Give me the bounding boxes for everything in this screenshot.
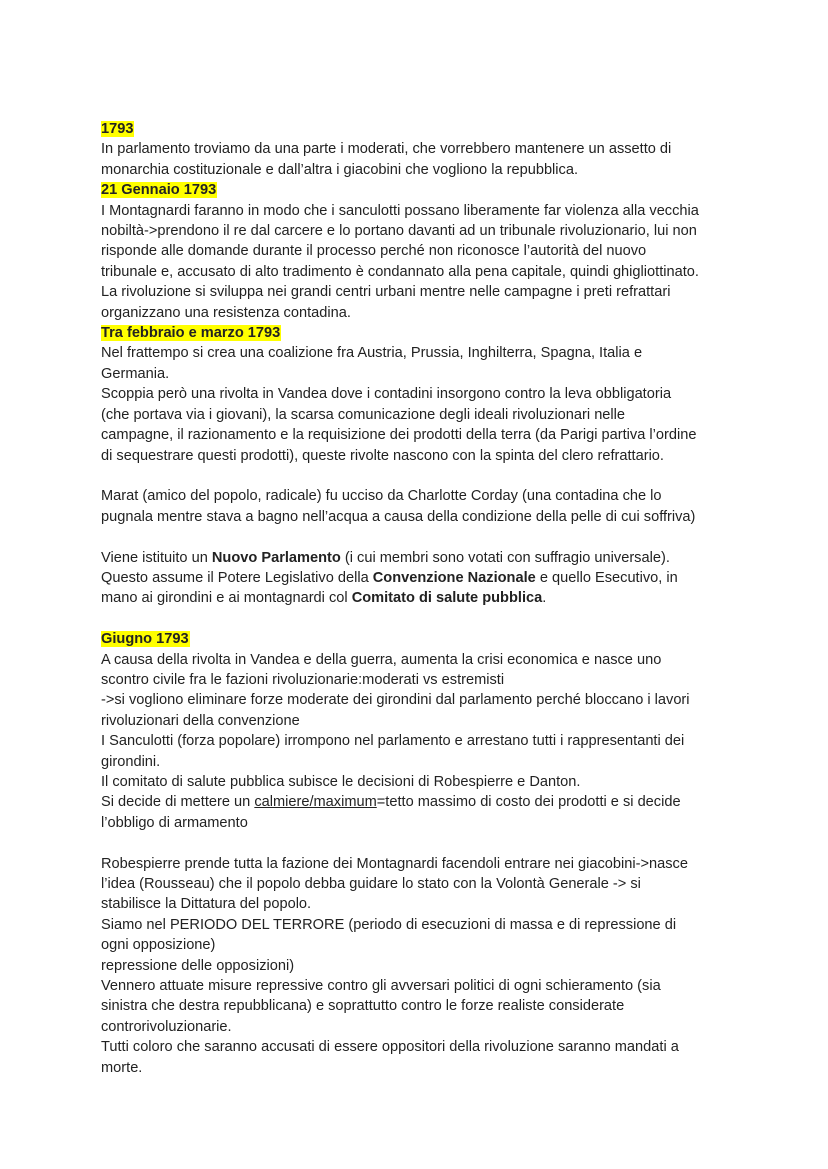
bold-term: Comitato di salute pubblica xyxy=(351,590,543,607)
paragraph-line: Marat (amico del popolo, radicale) fu ucciso da Charlotte Corday (una contadina che lo xyxy=(101,488,662,505)
paragraph-line: Siamo nel PERIODO DEL TERRORE (periodo di esecuzioni di massa e di repressione di xyxy=(101,916,677,933)
text-run: (i cui membri sono votati con suffragio universale). xyxy=(340,549,670,566)
paragraph-line xyxy=(101,588,748,608)
paragraph-line: l’idea (Rousseau) che il popolo debba guidare lo stato con la Volontà Generale -> si xyxy=(101,875,641,892)
paragraph-line: ogni opposizione) xyxy=(101,937,216,954)
paragraph-line: ->si vogliono eliminare forze moderate dei girondini dal parlamento perché bloccano i lavori xyxy=(101,692,690,709)
paragraph-line: Germania. xyxy=(101,365,170,382)
paragraph-line: Robespierre prende tutta la fazione dei Montagnardi facendoli entrare nei giacobini->nasce xyxy=(101,855,688,872)
paragraph-line: Scoppia però una rivolta in Vandea dove i contadini insorgono contro la leva obbligatoria xyxy=(101,386,672,403)
paragraph-line xyxy=(101,548,748,568)
heading-highlight: 21 Gennaio 1793 xyxy=(101,182,217,199)
text-run: Questo assume il Potere Legislativo della xyxy=(101,569,373,586)
section-heading-febbraio-marzo xyxy=(101,323,748,343)
bold-term: Nuovo Parlamento xyxy=(211,549,341,566)
paragraph-line: rivoluzionari della convenzione xyxy=(101,712,300,729)
paragraph-line: sinistra che destra repubblicana) e soprattutto contro le forze realiste considerate xyxy=(101,998,625,1015)
paragraph-line: controrivoluzionarie. xyxy=(101,1018,232,1035)
paragraph-line: (che portava via i giovani), la scarsa comunicazione degli ideali rivoluzionari nelle xyxy=(101,406,626,423)
paragraph-line: Tutti coloro che saranno accusati di essere oppositori della rivoluzione saranno mandati a xyxy=(101,1039,679,1056)
paragraph-line: repressione delle opposizioni) xyxy=(101,957,295,974)
underlined-term: calmiere/maximum xyxy=(254,794,377,811)
paragraph-line: risponde alle domande durante il processo perché non riconosce l’autorità del nuovo xyxy=(101,243,647,260)
section-heading-1793 xyxy=(101,119,748,139)
paragraph-line xyxy=(101,792,748,812)
paragraph-line: I Sanculotti (forza popolare) irrompono nel parlamento e arrestano tutti i rappresentanti dei xyxy=(101,733,685,750)
text-run: Viene istituito un xyxy=(101,549,212,566)
heading-highlight: Giugno 1793 xyxy=(101,631,189,648)
heading-highlight: 1793 xyxy=(101,121,134,137)
paragraph-line: morte. xyxy=(101,1059,143,1076)
blank-line xyxy=(101,527,748,547)
text-run: Si decide di mettere un xyxy=(101,794,255,811)
text-run: mano ai girondini e ai montagnardi col xyxy=(101,590,352,607)
text-run: e quello Esecutivo, in xyxy=(535,569,678,586)
paragraph-line: stabilisce la Dittatura del popolo. xyxy=(101,896,312,913)
text-run: =tetto massimo di costo dei prodotti e si decide xyxy=(376,794,681,811)
paragraph-line: In parlamento troviamo da una parte i moderati, che vorrebbero mantenere un assetto di xyxy=(101,141,672,158)
blank-line xyxy=(101,609,748,629)
paragraph-line: l’obbligo di armamento xyxy=(101,814,248,831)
section-heading-21-gennaio xyxy=(101,180,748,200)
blank-line xyxy=(101,466,748,486)
paragraph-line: nobiltà->prendono il re dal carcere e lo portano davanti ad un tribunale rivoluzionario, lui non xyxy=(101,223,697,240)
paragraph-line: girondini. xyxy=(101,753,161,770)
heading-highlight: Tra febbraio e marzo 1793 xyxy=(101,325,281,342)
section-heading-giugno xyxy=(101,629,748,649)
paragraph-line: Nel frattempo si crea una coalizione fra Austria, Prussia, Inghilterra, Spagna, Italia e xyxy=(101,345,643,362)
paragraph-line xyxy=(101,568,748,588)
paragraph-line: La rivoluzione si sviluppa nei grandi centri urbani mentre nelle campagne i preti refrattari xyxy=(101,284,671,301)
paragraph-line: I Montagnardi faranno in modo che i sanculotti possano liberamente far violenza alla vecchia xyxy=(101,202,699,219)
paragraph-line: campagne, il razionamento e la requisizione dei prodotti della terra (da Parigi partiva l’ordine xyxy=(101,427,697,444)
paragraph-line: Vennero attuate misure repressive contro gli avversari politici di ogni schieramento (sia xyxy=(101,978,661,994)
paragraph-line: organizzano una resistenza contadina. xyxy=(101,304,351,321)
paragraph-line: Il comitato di salute pubblica subisce le decisioni di Robespierre e Danton. xyxy=(101,773,581,790)
bold-term: Convenzione Nazionale xyxy=(372,569,536,586)
paragraph-line: pugnala mentre stava a bagno nell’acqua a causa della condizione della pelle di cui soffriva) xyxy=(101,508,696,525)
paragraph-line: monarchia costituzionale e dall’altra i giacobini che vogliono la repubblica. xyxy=(101,161,579,178)
paragraph-line: tribunale e, accusato di alto tradimento è condannato alla pena capitale, quindi ghigliottinato. xyxy=(101,263,699,280)
paragraph-line: scontro civile fra le fazioni rivoluzionarie:moderati vs estremisti xyxy=(101,671,505,688)
paragraph-line: di sequestrare questi prodotti), queste rivolte nascono con la spinta del clero refrattario. xyxy=(101,447,664,464)
text-run: . xyxy=(542,590,547,607)
blank-line xyxy=(101,833,748,853)
paragraph-line: A causa della rivolta in Vandea e della guerra, aumenta la crisi economica e nasce uno xyxy=(101,651,662,668)
